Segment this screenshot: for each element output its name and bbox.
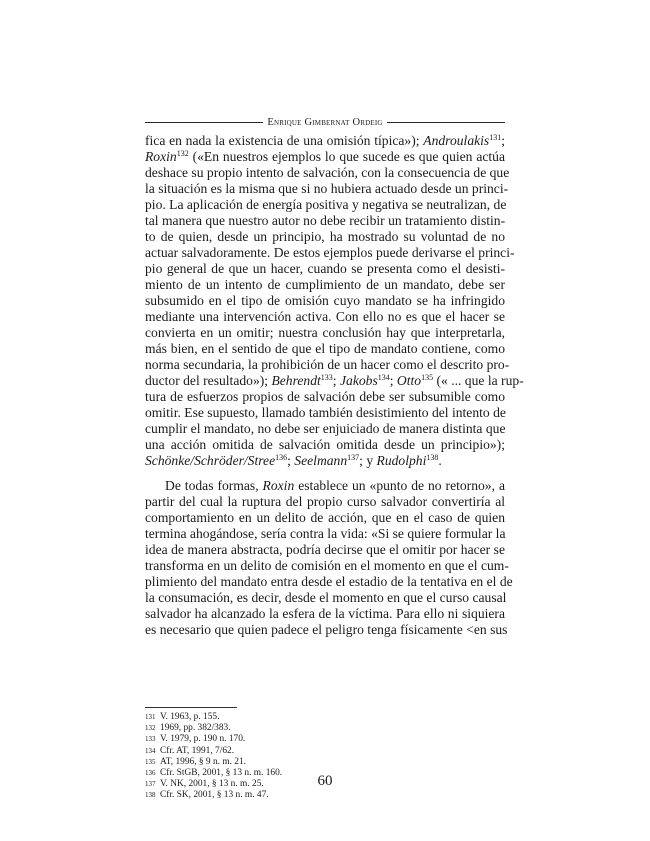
- footnote-number: 135: [145, 757, 156, 766]
- footnote-text: V. 1979, p. 190 n. 170.: [160, 734, 246, 745]
- body-text: [145, 133, 524, 638]
- running-head: [145, 117, 505, 128]
- footnote-text: Cfr. StGB, 2001, § 13 n. m. 160.: [160, 768, 283, 779]
- footnote-number: 136: [145, 769, 156, 778]
- text-line: De todas formas, Roxin establece un «punto de no retorno», a: [165, 478, 505, 493]
- footnote-134: [145, 746, 505, 757]
- footnote-rule: [145, 707, 237, 708]
- text-line: la situación es la misma que si no hubiera actuado desde un princi-: [145, 181, 509, 196]
- footnote-ref: 134: [377, 373, 390, 382]
- footnote-ref: 135: [421, 373, 434, 382]
- paragraph-1: [145, 133, 524, 469]
- paragraph-2: [145, 478, 513, 638]
- page-number: 60: [317, 773, 333, 789]
- footnote-135: [145, 757, 505, 768]
- footnote-138: [145, 790, 505, 801]
- text-line: cumplir el mandato, no debe ser enjuiciado de manera distinta que: [145, 421, 506, 436]
- footnote-ref: 137: [347, 453, 360, 462]
- text-line: tal manera que nuestro autor no debe recibir un tratamiento distin-: [145, 213, 506, 228]
- text-line: comportamiento en un delito de acción, que en el caso de quien: [145, 510, 505, 525]
- footnote-number: 137: [145, 780, 156, 789]
- text-line: más bien, en el sentido de que el tipo de mandato contiene, como: [145, 341, 505, 356]
- text-line: mediante una intervención activa. Con ello no es que el hacer se: [145, 309, 505, 324]
- text-line: partir del cual la ruptura del propio curso salvador convertiría al: [145, 494, 505, 509]
- footnote-text: V. NK, 2001, § 13 n. m. 25.: [160, 779, 264, 790]
- text-line: Schönke/Schröder/Stree$^{136}$; Seelmann$^{137}$; y Rudolphi$^{138}$.: [145, 453, 442, 468]
- footnote-text: 1969, pp. 382/383.: [160, 723, 231, 734]
- text-line: termina ahogándose, sería contra la vida: «Si se quiere formular la: [145, 526, 506, 541]
- text-line: tura de esfuerzos propios de salvación debe ser subsumible como: [145, 389, 505, 404]
- text-line: miento de un intento de cumplimiento de un mandato, debe ser: [145, 277, 505, 292]
- footnote-number: 133: [145, 735, 156, 744]
- footnote-text: AT, 1996, § 9 n. m. 21.: [160, 756, 247, 767]
- footnote-131: [145, 712, 505, 723]
- footnote-text: Cfr. SK, 2001, § 13 n. m. 47.: [160, 790, 269, 801]
- text-line: Roxin$^{132}$ («En nuestros ejemplos lo que sucede es que quien actúa: [145, 149, 505, 164]
- text-line: transforma en un delito de comisión en el momento en que el cum-: [145, 558, 509, 573]
- text-line: norma secundaria, la prohibición de un hacer como el descrito pro-: [145, 357, 510, 372]
- text-line: plimiento del mandato entra desde el estadio de la tentativa en el de: [145, 574, 513, 589]
- footnote-ref: 138: [426, 453, 439, 462]
- text-line: ductor del resultado»); Behrendt$^{133}$; Jakobs$^{134}$; Otto$^{135}$ (« ... que la rup-: [145, 373, 524, 388]
- text-line: subsumido en el tipo de omisión cuyo mandato se ha infringido: [145, 293, 505, 308]
- text-line: pio general de que un hacer, cuando se presenta como el desisti-: [145, 261, 505, 276]
- footnote-ref: 133: [320, 373, 333, 382]
- text-line: to de quien, desde un principio, ha mostrado su voluntad de no: [145, 229, 505, 244]
- header-rule-right: [387, 122, 505, 123]
- footnote-132: [145, 723, 505, 734]
- footnote-number: 132: [145, 724, 156, 733]
- footnote-ref: 131: [489, 133, 502, 142]
- footnote-133: [145, 734, 505, 745]
- text-line: deshace su propio intento de salvación, con la consecuencia de que: [145, 165, 510, 180]
- header-rule-left: [145, 122, 263, 123]
- footnote-ref: 136: [275, 453, 288, 462]
- text-line: la consumación, es decir, desde el momento en que el curso causal: [145, 590, 507, 605]
- text-line: una acción omitida de salvación omitida desde un principio»);: [145, 437, 505, 452]
- text-line: convierta en un omitir; nuestra conclusión hay que interpretarla,: [145, 325, 505, 340]
- footnote-text: Cfr. AT, 1991, 7/62.: [160, 745, 235, 756]
- footnote-number: 131: [145, 713, 156, 721]
- running-title: Enrique Gimbernat Ordeig: [267, 117, 383, 128]
- footnote-number: 138: [145, 791, 156, 800]
- text-line: fica en nada la existencia de una omisión típica»); Androulakis$^{131}$;: [145, 133, 505, 148]
- footnote-text: V. 1963, p. 155.: [160, 712, 220, 722]
- text-line: idea de manera abstracta, podría decirse que el omitir por hacer se: [145, 542, 505, 557]
- text-line: es necesario que quien padece el peligro tenga físicamente <en sus: [145, 622, 508, 637]
- footnote-number: 134: [145, 746, 156, 755]
- footnote-ref: 132: [176, 149, 189, 158]
- text-line: pio. La aplicación de energía positiva y negativa se neutralizan, de: [145, 197, 507, 212]
- text-line: salvador ha alcanzado la esfera de la víctima. Para ello ni siquiera: [145, 606, 505, 621]
- text-line: omitir. Ese supuesto, llamado también desistimiento del intento de: [145, 405, 506, 420]
- text-line: actuar salvadoramente. De estos ejemplos puede derivarse el princi-: [145, 245, 515, 260]
